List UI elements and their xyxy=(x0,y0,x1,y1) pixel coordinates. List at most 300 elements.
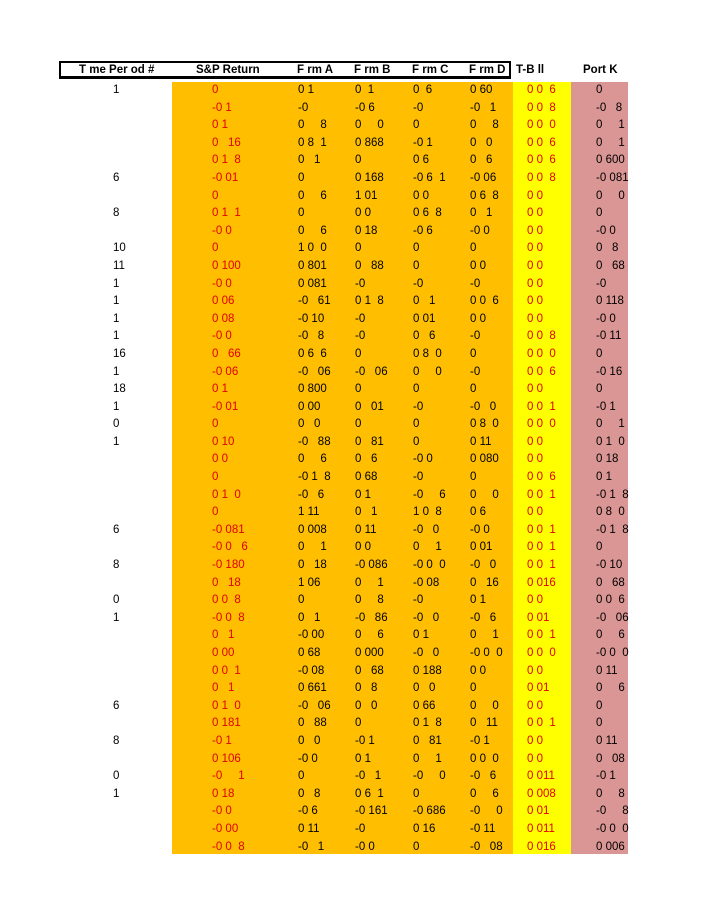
cell-firm-c: -0 686 xyxy=(413,805,446,818)
cell-time-period: 1 xyxy=(113,365,120,378)
cell-firm-b: 0 xyxy=(355,242,362,255)
cell-firm-b: 0 8 xyxy=(355,682,378,695)
cell-firm-a: -0 10 xyxy=(298,312,325,325)
cell-firm-a: 0 8 1 xyxy=(298,136,327,149)
cell-tbill: 0 011 xyxy=(527,770,555,783)
header-firm-c: F rm C xyxy=(412,64,449,76)
cell-firm-b: -0 6 xyxy=(355,101,375,114)
cell-port-k: -0 081 xyxy=(596,171,629,184)
cell-firm-d: 0 11 xyxy=(470,435,492,448)
cell-firm-c: 0 188 xyxy=(413,664,442,677)
cell-firm-b: 0 xyxy=(355,383,362,396)
cell-firm-a: 0 xyxy=(298,207,305,220)
cell-port-k: 0 xyxy=(596,383,603,396)
cell-firm-a: 0 0 xyxy=(298,418,321,431)
cell-sp-return: -0 1 xyxy=(212,101,232,114)
cell-time-period: 1 xyxy=(113,84,120,96)
cell-sp-return: 0 1 xyxy=(212,629,235,642)
cell-firm-d: 0 xyxy=(470,347,477,360)
cell-sp-return: 0 08 xyxy=(212,312,235,325)
table-row xyxy=(0,768,714,786)
cell-firm-a: 0 xyxy=(298,171,305,184)
header-firm-b: F rm B xyxy=(354,64,391,76)
cell-firm-c: -0 0 xyxy=(413,647,440,659)
cell-sp-return: 0 100 xyxy=(212,259,241,272)
cell-firm-a: -0 1 8 xyxy=(298,471,331,484)
cell-firm-c: 0 1 xyxy=(413,295,436,308)
cell-firm-b: -0 xyxy=(355,330,366,343)
cell-firm-d: 0 8 xyxy=(470,119,499,132)
cell-tbill: 0 0 6 xyxy=(527,471,556,484)
cell-firm-c: 0 0 xyxy=(413,189,429,202)
cell-firm-a: -0 08 xyxy=(298,664,325,677)
table-row xyxy=(0,152,714,170)
cell-tbill: 0 01 xyxy=(527,805,550,818)
cell-time-period: 0 xyxy=(113,418,120,431)
table-row xyxy=(0,487,714,505)
cell-firm-a: 0 081 xyxy=(298,277,327,290)
cell-sp-return: -0 0 xyxy=(212,224,232,237)
cell-firm-d: 0 1 xyxy=(470,207,493,220)
cell-firm-c: 0 xyxy=(413,418,420,431)
cell-time-period: 6 xyxy=(113,171,120,184)
data-table xyxy=(0,82,714,856)
cell-firm-b: 0 68 xyxy=(355,664,384,677)
cell-firm-c: -0 xyxy=(413,471,424,484)
table-row xyxy=(0,733,714,751)
cell-sp-return: 0 1 xyxy=(212,383,228,396)
cell-firm-d: -0 0 xyxy=(470,805,503,818)
cell-time-period: 1 xyxy=(113,611,120,624)
cell-sp-return: 0 xyxy=(212,84,219,96)
cell-firm-d: 0 xyxy=(470,383,477,396)
table-row xyxy=(0,328,714,346)
cell-firm-d: 0 xyxy=(470,242,477,255)
table-row xyxy=(0,575,714,593)
cell-tbill: 0 0 1 xyxy=(527,559,556,572)
cell-sp-return: 0 10 xyxy=(212,435,235,448)
cell-sp-return: -0 01 xyxy=(212,400,239,413)
cell-firm-a: 0 008 xyxy=(298,523,327,536)
cell-firm-d: -0 11 xyxy=(470,822,496,835)
cell-sp-return: 0 1 1 xyxy=(212,207,241,220)
cell-firm-c: 0 xyxy=(413,787,420,800)
cell-firm-a: 0 11 xyxy=(298,822,320,835)
cell-sp-return: 0 00 xyxy=(212,647,235,659)
table-row xyxy=(0,557,714,575)
cell-port-k: -0 1 8 xyxy=(596,488,629,501)
cell-firm-c: 0 6 xyxy=(413,330,436,343)
cell-time-period: 1 xyxy=(113,787,120,800)
table-row xyxy=(0,698,714,716)
cell-firm-d: -0 1 xyxy=(470,101,497,114)
cell-tbill: 0 0 0 xyxy=(527,347,556,360)
cell-firm-a: -0 1 xyxy=(298,840,325,853)
cell-firm-a: 0 8 xyxy=(298,787,321,800)
cell-firm-a: -0 6 xyxy=(298,488,325,501)
table-row xyxy=(0,364,714,382)
cell-sp-return: 0 16 xyxy=(212,136,241,149)
cell-time-period: 1 xyxy=(113,435,120,448)
cell-tbill: 0 0 xyxy=(527,453,543,466)
cell-firm-b: 0 6 1 xyxy=(355,787,384,800)
cell-tbill: 0 01 xyxy=(527,682,550,695)
cell-tbill: 0 0 8 xyxy=(527,330,556,343)
cell-firm-b: 0 868 xyxy=(355,136,384,149)
cell-time-period: 1 xyxy=(113,295,120,308)
cell-tbill: 0 008 xyxy=(527,787,556,800)
cell-sp-return: -0 081 xyxy=(212,523,245,536)
cell-firm-d: 0 0 xyxy=(470,664,486,677)
cell-time-period: 0 xyxy=(113,594,120,607)
cell-port-k: 0 xyxy=(596,347,603,360)
cell-sp-return: -0 1 xyxy=(212,734,232,747)
cell-firm-a: -0 88 xyxy=(298,435,331,448)
cell-firm-b: -0 xyxy=(355,277,366,290)
cell-tbill: 0 0 6 xyxy=(527,365,556,378)
cell-time-period: 6 xyxy=(113,699,120,712)
cell-firm-b: 0 168 xyxy=(355,171,384,184)
cell-firm-a: 0 6 xyxy=(298,453,327,466)
cell-firm-c: 0 0 xyxy=(413,365,442,378)
cell-sp-return: 0 18 xyxy=(212,787,235,800)
cell-firm-b: 0 1 xyxy=(355,488,371,501)
cell-tbill: 0 0 xyxy=(527,383,543,396)
cell-sp-return: -0 0 xyxy=(212,277,232,290)
table-row xyxy=(0,258,714,276)
cell-sp-return: -0 1 xyxy=(212,770,245,783)
cell-firm-d: 0 0 xyxy=(470,259,486,272)
cell-firm-b: 1 01 xyxy=(355,189,378,202)
cell-sp-return: -0 0 xyxy=(212,330,232,343)
cell-firm-a: 0 661 xyxy=(298,682,327,695)
cell-sp-return: 0 1 0 xyxy=(212,699,241,712)
table-row xyxy=(0,205,714,223)
cell-time-period: 11 xyxy=(113,259,125,272)
cell-sp-return: 0 0 8 xyxy=(212,594,241,607)
cell-tbill: 0 016 xyxy=(527,840,556,853)
cell-sp-return: -0 180 xyxy=(212,559,245,572)
cell-firm-c: -0 xyxy=(413,277,424,290)
cell-firm-c: 0 01 xyxy=(413,312,436,325)
cell-firm-a: -0 06 xyxy=(298,699,331,712)
cell-port-k: -0 0 0 xyxy=(596,822,629,835)
cell-firm-c: -0 0 xyxy=(413,770,446,783)
cell-port-k: -0 10 xyxy=(596,559,623,572)
cell-firm-a: 1 11 xyxy=(298,506,320,519)
table-row xyxy=(0,645,714,663)
cell-port-k: 0 xyxy=(596,699,603,712)
cell-firm-a: -0 xyxy=(298,101,309,114)
cell-time-period: 18 xyxy=(113,383,126,396)
cell-firm-d: 0 60 xyxy=(470,84,493,96)
cell-port-k: 0 xyxy=(596,541,603,554)
cell-firm-b: 0 6 xyxy=(355,453,378,466)
cell-port-k: 0 0 xyxy=(596,189,625,202)
table-row xyxy=(0,610,714,628)
cell-firm-d: -0 08 xyxy=(470,840,503,853)
header-firm-a: F rm A xyxy=(297,64,333,76)
table-row xyxy=(0,751,714,769)
cell-firm-c: -0 xyxy=(413,400,424,413)
cell-firm-c: -0 0 0 xyxy=(413,559,446,572)
cell-sp-return: -0 00 xyxy=(212,822,239,835)
cell-firm-c: 0 xyxy=(413,259,420,272)
cell-firm-b: 0 0 xyxy=(355,119,384,132)
cell-firm-b: -0 xyxy=(355,312,366,325)
cell-time-period: 1 xyxy=(113,400,120,413)
cell-firm-b: 0 6 xyxy=(355,629,384,642)
cell-firm-d: 0 080 xyxy=(470,453,499,466)
cell-firm-c: 0 xyxy=(413,119,420,132)
cell-firm-a: -0 61 xyxy=(298,295,331,308)
table-row xyxy=(0,381,714,399)
cell-firm-c: -0 1 xyxy=(413,136,433,149)
table-row xyxy=(0,803,714,821)
cell-firm-c: -0 6 xyxy=(413,224,433,237)
cell-port-k: 0 118 xyxy=(596,295,624,308)
cell-port-k: -0 1 xyxy=(596,770,616,783)
cell-tbill: 0 0 6 xyxy=(527,84,556,96)
cell-firm-b: -0 0 xyxy=(355,840,375,853)
cell-firm-b: 0 18 xyxy=(355,224,378,237)
header-firm-d: F rm D xyxy=(469,64,506,76)
cell-time-period: 1 xyxy=(113,330,120,343)
cell-firm-b: 0 01 xyxy=(355,400,384,413)
cell-firm-b: -0 161 xyxy=(355,805,388,818)
cell-tbill: 0 0 1 xyxy=(527,488,556,501)
cell-firm-b: 0 1 xyxy=(355,576,384,589)
cell-time-period: 10 xyxy=(113,242,126,255)
cell-tbill: 0 0 0 xyxy=(527,418,556,431)
cell-sp-return: 0 0 1 xyxy=(212,664,241,677)
cell-time-period: 0 xyxy=(113,770,120,783)
cell-sp-return: 0 106 xyxy=(212,752,241,765)
cell-tbill: 0 0 xyxy=(527,259,543,272)
cell-port-k: 0 18 xyxy=(596,453,619,466)
cell-tbill: 0 0 xyxy=(527,277,543,290)
cell-port-k: 0 08 xyxy=(596,752,625,765)
cell-sp-return: 0 xyxy=(212,506,219,519)
cell-port-k: 0 1 xyxy=(596,418,625,431)
cell-port-k: -0 0 0 xyxy=(596,647,629,659)
cell-time-period: 16 xyxy=(113,347,126,360)
cell-firm-c: 0 1 8 xyxy=(413,717,442,730)
cell-tbill: 0 0 xyxy=(527,699,543,712)
cell-tbill: 0 0 1 xyxy=(527,717,556,730)
cell-tbill: 0 0 xyxy=(527,435,543,448)
table-row xyxy=(0,416,714,434)
cell-tbill: 0 0 6 xyxy=(527,136,556,149)
cell-sp-return: 0 06 xyxy=(212,295,235,308)
table-row xyxy=(0,434,714,452)
header-time-period: T me Per od # xyxy=(79,64,155,76)
cell-tbill: 0 0 xyxy=(527,312,543,325)
cell-tbill: 0 0 xyxy=(527,242,543,255)
cell-firm-d: -0 0 0 xyxy=(470,647,503,659)
cell-firm-a: 1 06 xyxy=(298,576,321,589)
cell-firm-c: 0 1 xyxy=(413,629,429,642)
cell-firm-d: 0 8 0 xyxy=(470,418,499,431)
cell-port-k: -0 1 xyxy=(596,400,616,413)
cell-firm-d: -0 xyxy=(470,365,481,378)
table-row xyxy=(0,223,714,241)
cell-firm-c: -0 6 1 xyxy=(413,171,446,184)
cell-firm-d: 0 6 xyxy=(470,154,493,167)
cell-firm-c: 0 6 xyxy=(413,84,433,96)
table-row xyxy=(0,117,714,135)
cell-firm-a: 0 xyxy=(298,594,305,607)
table-row xyxy=(0,786,714,804)
cell-tbill: 0 0 8 xyxy=(527,171,556,184)
cell-firm-b: 0 xyxy=(355,347,362,360)
cell-firm-c: -0 xyxy=(413,594,424,607)
cell-firm-c: 0 0 xyxy=(413,682,436,695)
cell-firm-b: 0 11 xyxy=(355,523,377,536)
cell-sp-return: -0 0 8 xyxy=(212,611,245,624)
cell-firm-a: 0 801 xyxy=(298,259,327,272)
cell-firm-a: 0 1 xyxy=(298,84,314,96)
cell-tbill: 0 0 0 xyxy=(527,119,556,132)
cell-tbill: 0 0 xyxy=(527,594,543,607)
cell-firm-c: 0 xyxy=(413,383,420,396)
header-sp-return: S&P Return xyxy=(196,64,260,76)
cell-firm-a: 0 8 xyxy=(298,119,327,132)
cell-firm-c: 0 8 0 xyxy=(413,347,442,360)
cell-port-k: 0 8 xyxy=(596,787,625,800)
cell-firm-c: 0 6 xyxy=(413,154,429,167)
cell-firm-b: 0 0 xyxy=(355,541,371,554)
cell-tbill: 0 0 0 xyxy=(527,647,556,659)
cell-firm-c: -0 08 xyxy=(413,576,440,589)
cell-firm-d: 0 0 0 xyxy=(470,752,499,765)
table-row xyxy=(0,839,714,857)
cell-tbill: 0 016 xyxy=(527,576,556,589)
cell-firm-b: 0 xyxy=(355,418,362,431)
cell-sp-return: 0 xyxy=(212,418,219,431)
cell-firm-d: 0 xyxy=(470,682,477,695)
cell-port-k: 0 1 xyxy=(596,471,612,484)
table-row xyxy=(0,663,714,681)
cell-firm-b: 0 1 xyxy=(355,84,375,96)
cell-firm-b: 0 8 xyxy=(355,594,384,607)
cell-firm-a: 0 88 xyxy=(298,717,327,730)
cell-port-k: 0 600 xyxy=(596,154,625,167)
cell-firm-a: 0 6 6 xyxy=(298,347,327,360)
table-row xyxy=(0,680,714,698)
cell-firm-d: 0 0 xyxy=(470,488,499,501)
cell-port-k: 0 6 xyxy=(596,629,625,642)
cell-port-k: 0 0 6 xyxy=(596,594,625,607)
cell-firm-d: 0 0 xyxy=(470,312,486,325)
cell-firm-a: 0 800 xyxy=(298,383,327,396)
cell-firm-b: -0 1 xyxy=(355,770,382,783)
cell-firm-b: 0 1 8 xyxy=(355,295,384,308)
cell-firm-d: -0 6 xyxy=(470,770,497,783)
table-row xyxy=(0,504,714,522)
cell-port-k: -0 16 xyxy=(596,365,623,378)
cell-firm-b: -0 86 xyxy=(355,611,388,624)
cell-sp-return: -0 01 xyxy=(212,171,239,184)
cell-firm-c: 0 6 8 xyxy=(413,207,442,220)
cell-firm-a: -0 06 xyxy=(298,365,331,378)
cell-firm-a: -0 00 xyxy=(298,629,325,642)
cell-tbill: 0 0 xyxy=(527,189,543,202)
cell-sp-return: 0 xyxy=(212,242,219,255)
cell-tbill: 0 0 xyxy=(527,752,543,765)
cell-firm-a: 0 6 xyxy=(298,189,327,202)
cell-firm-d: 0 xyxy=(470,471,477,484)
table-row xyxy=(0,821,714,839)
cell-firm-b: 0 0 xyxy=(355,207,371,220)
cell-port-k: 0 xyxy=(596,84,603,96)
cell-firm-d: 0 16 xyxy=(470,576,499,589)
cell-firm-c: -0 xyxy=(413,101,424,114)
cell-firm-d: 0 0 xyxy=(470,136,493,149)
cell-port-k: -0 06 xyxy=(596,611,629,624)
cell-sp-return: -0 06 xyxy=(212,365,239,378)
table-row xyxy=(0,522,714,540)
cell-sp-return: 0 1 xyxy=(212,119,228,132)
cell-firm-a: -0 6 xyxy=(298,805,318,818)
cell-time-period: 8 xyxy=(113,734,120,747)
cell-port-k: 0 006 xyxy=(596,840,625,853)
cell-sp-return: 0 1 8 xyxy=(212,154,241,167)
cell-port-k: -0 8 xyxy=(596,805,629,818)
cell-port-k: 0 xyxy=(596,207,603,220)
cell-firm-c: 0 xyxy=(413,435,420,448)
table-row xyxy=(0,188,714,206)
cell-sp-return: 0 0 xyxy=(212,453,228,466)
cell-firm-a: -0 0 xyxy=(298,752,318,765)
cell-sp-return: 0 xyxy=(212,189,219,202)
cell-firm-d: 0 6 8 xyxy=(470,189,499,202)
cell-port-k: 0 8 0 xyxy=(596,506,625,519)
cell-firm-b: 0 81 xyxy=(355,435,384,448)
cell-firm-d: 0 6 xyxy=(470,787,499,800)
cell-firm-c: 0 1 xyxy=(413,541,442,554)
cell-firm-b: 0 88 xyxy=(355,259,384,272)
cell-time-period: 8 xyxy=(113,559,120,572)
cell-tbill: 0 011 xyxy=(527,822,555,835)
cell-sp-return: -0 0 6 xyxy=(212,541,248,554)
cell-tbill: 0 0 xyxy=(527,295,543,308)
cell-sp-return: 0 1 xyxy=(212,682,235,695)
cell-firm-c: -0 6 xyxy=(413,488,446,501)
cell-sp-return: 0 xyxy=(212,471,219,484)
cell-firm-d: -0 0 xyxy=(470,224,490,237)
cell-port-k: 0 6 xyxy=(596,682,625,695)
cell-firm-b: 0 xyxy=(355,154,362,167)
cell-firm-d: -0 06 xyxy=(470,171,497,184)
cell-port-k: -0 11 xyxy=(596,330,622,343)
cell-firm-a: 1 0 0 xyxy=(298,242,327,255)
cell-firm-a: 0 xyxy=(298,770,305,783)
cell-firm-d: -0 0 xyxy=(470,559,497,572)
table-row xyxy=(0,399,714,417)
cell-firm-b: -0 1 xyxy=(355,734,375,747)
table-row xyxy=(0,592,714,610)
cell-firm-c: -0 0 xyxy=(413,453,433,466)
cell-firm-d: 0 6 xyxy=(470,506,486,519)
table-row xyxy=(0,276,714,294)
cell-firm-c: 1 0 8 xyxy=(413,506,442,519)
cell-firm-d: 0 1 xyxy=(470,629,499,642)
cell-sp-return: 0 181 xyxy=(212,717,241,730)
cell-tbill: 0 0 1 xyxy=(527,541,556,554)
cell-firm-d: 0 01 xyxy=(470,541,493,554)
cell-tbill: 0 0 1 xyxy=(527,523,556,536)
